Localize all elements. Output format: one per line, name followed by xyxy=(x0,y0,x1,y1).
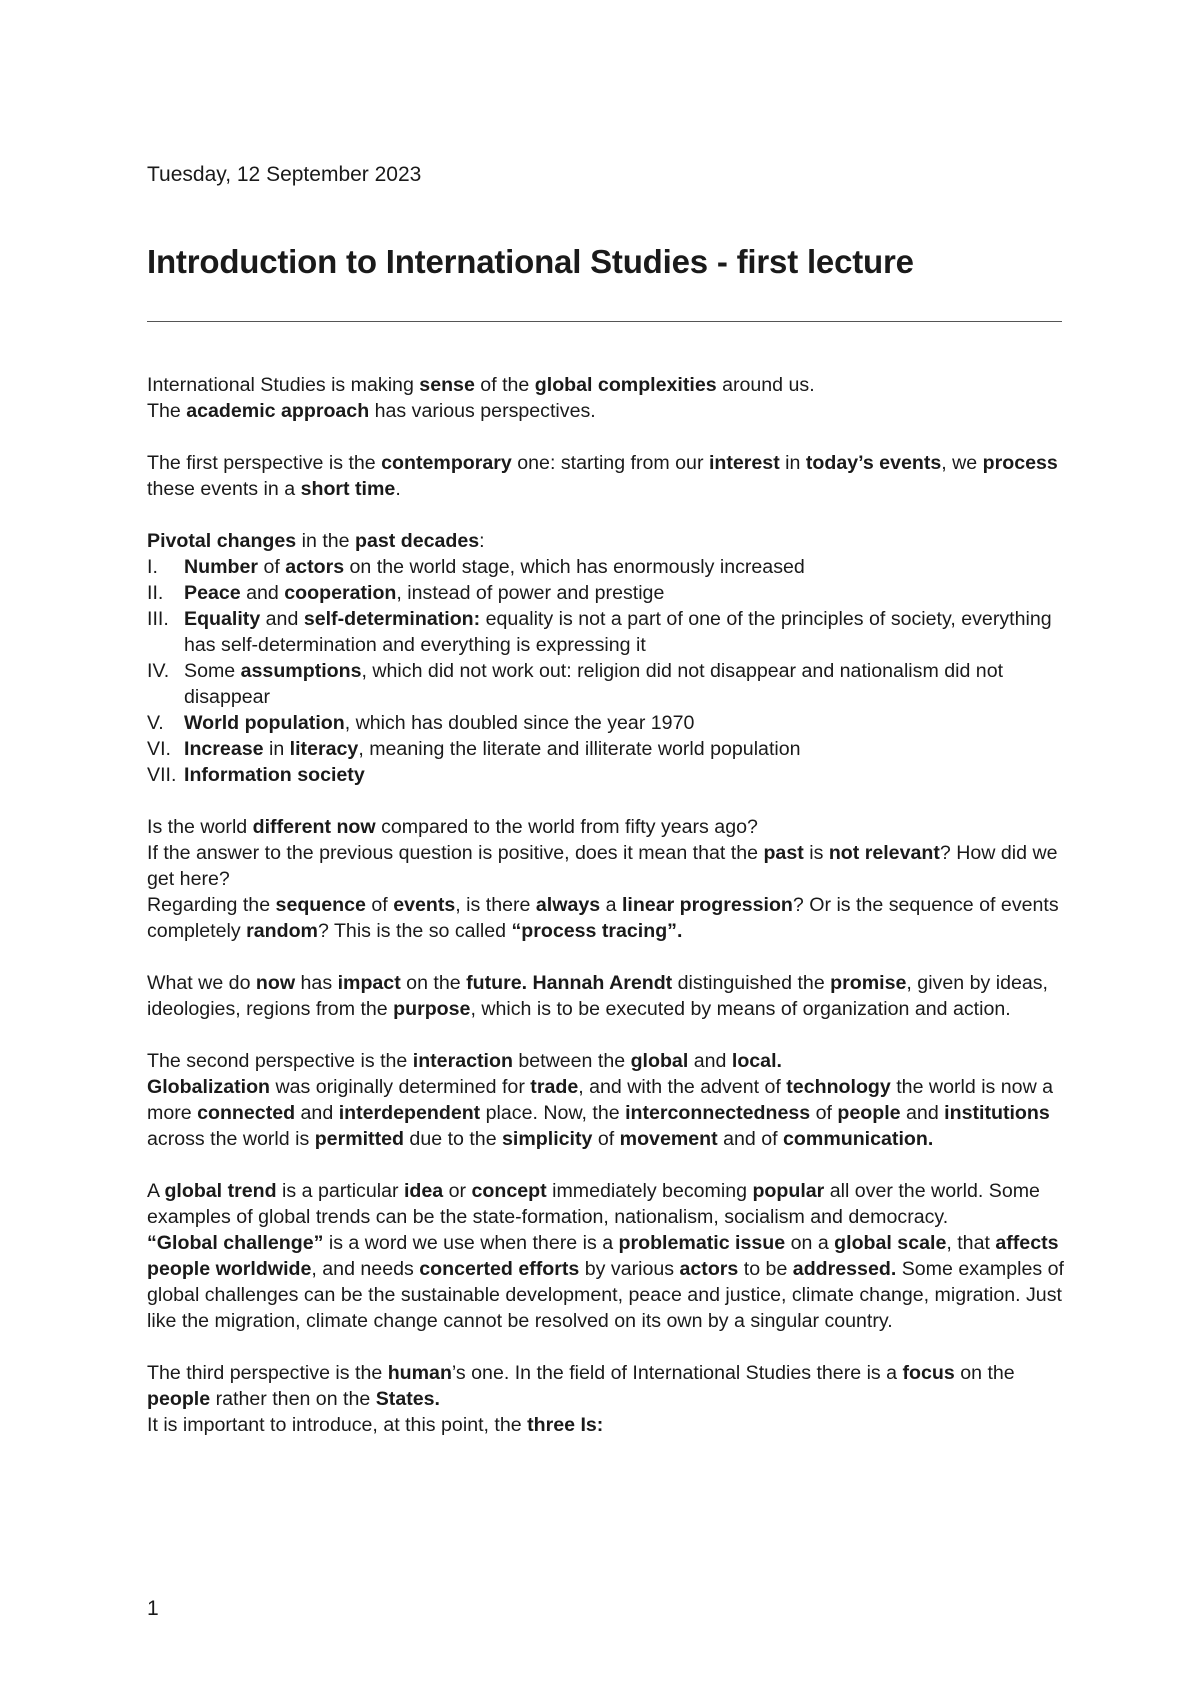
list-item-number: I. xyxy=(147,556,158,578)
page-title: Introduction to International Studies - first lecture xyxy=(147,243,914,280)
text-run: due to the xyxy=(403,1128,503,1150)
bold-text: sequence xyxy=(275,894,366,916)
bold-text: global xyxy=(630,1050,689,1072)
text-run: or xyxy=(443,1180,472,1202)
text-run: , which has doubled since the year 1970 xyxy=(344,712,695,734)
bold-text: institutions xyxy=(944,1102,1050,1124)
list-item-number: IV. xyxy=(147,660,170,682)
text-run: and xyxy=(900,1102,945,1124)
bold-text: affects people worldwide xyxy=(147,1232,1059,1280)
bold-text: people xyxy=(147,1388,211,1410)
text-run: , and with the advent of xyxy=(578,1076,787,1098)
bold-text: “process tracing”. xyxy=(511,920,683,942)
text-run: to be xyxy=(738,1258,793,1280)
lecture-date: Tuesday, 12 September 2023 xyxy=(147,163,422,186)
paragraph xyxy=(147,814,1067,944)
document-body xyxy=(147,372,1067,1464)
bold-text: past xyxy=(763,842,804,864)
bold-text: Pivotal changes xyxy=(147,530,297,552)
text-run: , that xyxy=(946,1232,996,1254)
text-run: between the xyxy=(512,1050,631,1072)
bold-text: trade xyxy=(530,1076,579,1098)
list-item-number: VII. xyxy=(147,764,177,786)
list-intro xyxy=(147,528,1067,554)
text-run: , instead of power and prestige xyxy=(396,582,665,604)
title-divider xyxy=(147,321,1062,322)
text-run: of xyxy=(592,1128,620,1150)
bold-text: not relevant xyxy=(828,842,940,864)
list-item-number: II. xyxy=(147,582,164,604)
bold-text: Equality xyxy=(184,608,261,630)
text-run: and of xyxy=(717,1128,784,1150)
paragraph xyxy=(147,970,1067,1022)
text-run: ’s one. In the field of International Studies there is a xyxy=(451,1362,903,1384)
text-run: Some xyxy=(184,660,241,682)
list-item xyxy=(147,658,1067,710)
list-item-number: VI. xyxy=(147,738,171,760)
text-run: Is the world xyxy=(147,816,253,838)
text-run: The xyxy=(147,400,187,422)
text-run: on the world stage, which has enormously increased xyxy=(344,556,805,578)
bold-text: process xyxy=(982,452,1058,474)
text-run: and xyxy=(295,1102,339,1124)
bold-text: self-determination: xyxy=(303,608,481,630)
text-run: International Studies is making xyxy=(147,374,420,396)
bold-text: events xyxy=(393,894,456,916)
bold-text: cooperation xyxy=(284,582,397,604)
bold-text: concerted efforts xyxy=(419,1258,580,1280)
text-run: immediately becoming xyxy=(546,1180,753,1202)
bold-text: contemporary xyxy=(381,452,512,474)
text-run: on a xyxy=(785,1232,835,1254)
text-run: ? Or is the sequence of events completely xyxy=(147,894,1059,942)
text-run: , which is to be executed by means of organization and action. xyxy=(470,998,1011,1020)
bold-text: people xyxy=(837,1102,901,1124)
bold-text: global scale xyxy=(834,1232,947,1254)
bold-text: problematic issue xyxy=(618,1232,786,1254)
bold-text: addressed. xyxy=(792,1258,897,1280)
text-run: on the xyxy=(400,972,467,994)
bold-text: different now xyxy=(252,816,376,838)
text-run: in the xyxy=(296,530,356,552)
bold-text: actors xyxy=(285,556,345,578)
list-item-number: III. xyxy=(147,608,169,630)
bold-text: past decades xyxy=(355,530,480,552)
bold-text: interdependent xyxy=(338,1102,481,1124)
list-item xyxy=(147,762,1067,788)
bold-text: interaction xyxy=(412,1050,513,1072)
text-run: ? How did we get here? xyxy=(147,842,1058,890)
paragraph xyxy=(147,372,1067,424)
text-run: What we do xyxy=(147,972,256,994)
bold-text: idea xyxy=(403,1180,444,1202)
bold-text: “Global challenge” xyxy=(147,1232,324,1254)
text-run: Regarding the xyxy=(147,894,276,916)
text-run: compared to the world from fifty years ago? xyxy=(375,816,758,838)
text-run: in xyxy=(779,452,806,474)
text-run: all over the world. Some examples of global trends can be the state-formation, nationalism, socialism and democracy. xyxy=(147,1180,1040,1228)
text-run: A xyxy=(147,1180,165,1202)
bold-text: connected xyxy=(197,1102,296,1124)
bold-text: sense xyxy=(419,374,475,396)
text-run: across the world is xyxy=(147,1128,315,1150)
text-run: has various perspectives. xyxy=(369,400,596,422)
text-run: of the xyxy=(474,374,535,396)
list-item-number: V. xyxy=(147,712,164,734)
text-run: ? This is the so called xyxy=(317,920,512,942)
text-run: and xyxy=(688,1050,732,1072)
text-run: distinguished the xyxy=(672,972,831,994)
bold-text: interconnectedness xyxy=(625,1102,811,1124)
text-run: equality is not a part of one of the principles of society, everything has self-determination and everything is expressing it xyxy=(184,608,1052,656)
paragraphs-before-list xyxy=(147,372,1067,502)
document-content xyxy=(147,160,1064,1436)
bold-text: interest xyxy=(708,452,780,474)
bold-text: movement xyxy=(619,1128,718,1150)
bold-text: local. xyxy=(731,1050,782,1072)
text-run: . xyxy=(395,478,401,500)
text-run: around us. xyxy=(716,374,815,396)
text-run: If the answer to the previous question is positive, does it mean that the xyxy=(147,842,764,864)
bold-text: three Is: xyxy=(527,1414,604,1436)
text-run: by various xyxy=(579,1258,680,1280)
bold-text: always xyxy=(535,894,601,916)
text-run: one: starting from our xyxy=(511,452,709,474)
text-run: The second perspective is the xyxy=(147,1050,413,1072)
list-item xyxy=(147,736,1067,762)
text-run: : xyxy=(479,530,485,552)
text-run: the world is now a more xyxy=(147,1076,1054,1124)
text-run: rather then on the xyxy=(210,1388,376,1410)
text-run: of xyxy=(258,556,286,578)
bold-text: simplicity xyxy=(502,1128,593,1150)
paragraph xyxy=(147,1178,1067,1334)
page-number: 1 xyxy=(147,1597,159,1620)
bold-text: communication. xyxy=(783,1128,934,1150)
text-run: and xyxy=(240,582,285,604)
text-run: , and needs xyxy=(311,1258,420,1280)
bold-text: global trend xyxy=(164,1180,277,1202)
bold-text: assumptions xyxy=(240,660,362,682)
bold-text: States. xyxy=(375,1388,440,1410)
paragraph xyxy=(147,450,1067,502)
bold-text: World population xyxy=(184,712,345,734)
text-run: is a particular xyxy=(276,1180,404,1202)
text-run: in xyxy=(263,738,290,760)
paragraph xyxy=(147,1048,1067,1152)
text-run: It is important to introduce, at this point, the xyxy=(147,1414,528,1436)
pivotal-changes-list xyxy=(147,554,1067,788)
text-run: Some examples of global challenges can be the sustainable development, peace and justice, climate change, migration. Just like the migration, climate change cannot be resolved on its own by a singular country. xyxy=(147,1258,1064,1332)
bold-text: literacy xyxy=(289,738,359,760)
bold-text: popular xyxy=(752,1180,825,1202)
bold-text: promise xyxy=(830,972,907,994)
bold-text: permitted xyxy=(314,1128,404,1150)
bold-text: short time xyxy=(300,478,396,500)
text-run: has xyxy=(295,972,338,994)
text-run: and xyxy=(260,608,304,630)
bold-text: Peace xyxy=(184,582,241,604)
bold-text: focus xyxy=(902,1362,955,1384)
bold-text: academic approach xyxy=(186,400,370,422)
bold-text: technology xyxy=(786,1076,891,1098)
text-run: , is there xyxy=(455,894,536,916)
bold-text: Information society xyxy=(184,764,365,786)
text-run: , which did not work out: religion did not disappear and nationalism did not disappear xyxy=(184,660,1004,708)
list-item xyxy=(147,606,1067,658)
paragraph xyxy=(147,1360,1067,1438)
bold-text: human xyxy=(387,1362,452,1384)
text-run: is xyxy=(803,842,829,864)
bold-text: Number xyxy=(184,556,259,578)
text-run: is a word we use when there is a xyxy=(323,1232,619,1254)
list-item xyxy=(147,710,1067,736)
bold-text: Globalization xyxy=(147,1076,271,1098)
text-run: The first perspective is the xyxy=(147,452,382,474)
bold-text: today’s events xyxy=(805,452,942,474)
list-item xyxy=(147,580,1067,606)
bold-text: random xyxy=(246,920,318,942)
text-run: , meaning the literate and illiterate world population xyxy=(358,738,801,760)
bold-text: actors xyxy=(679,1258,739,1280)
text-run: was originally determined for xyxy=(270,1076,531,1098)
bold-text: concept xyxy=(471,1180,547,1202)
text-run: , we xyxy=(941,452,983,474)
text-run: on the xyxy=(954,1362,1015,1384)
text-run: of xyxy=(365,894,394,916)
bold-text: linear progression xyxy=(621,894,793,916)
text-run: a xyxy=(600,894,622,916)
text-run: place. Now, the xyxy=(480,1102,626,1124)
text-run: The third perspective is the xyxy=(147,1362,388,1384)
text-run: these events in a xyxy=(147,478,301,500)
bold-text: now xyxy=(255,972,296,994)
bold-text: Increase xyxy=(184,738,264,760)
bold-text: purpose xyxy=(393,998,471,1020)
text-run: of xyxy=(810,1102,838,1124)
bold-text: future. Hannah Arendt xyxy=(466,972,673,994)
text-run: , given by ideas, ideologies, regions from the xyxy=(147,972,1049,1020)
bold-text: impact xyxy=(337,972,401,994)
paragraphs-after-list xyxy=(147,814,1067,1438)
list-item xyxy=(147,554,1067,580)
bold-text: global complexities xyxy=(534,374,717,396)
